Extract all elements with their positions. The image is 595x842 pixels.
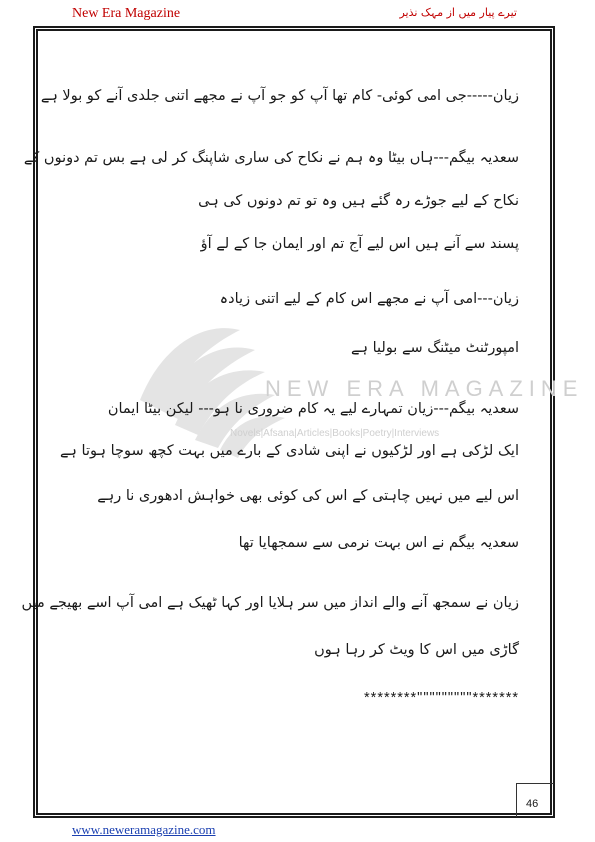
page-number: 46 [526,798,539,810]
text-line-10: سعدیہ بیگم نے اس بہت نرمی سے سمجھایا تھا [238,535,519,551]
watermark-title: NEW ERA MAGAZINE [265,376,584,401]
magazine-name: New Era Magazine [72,6,181,21]
text-line-5: زیان---امی آپ نے مجھے اس کام کے لیے اتنی زیادہ [219,291,519,307]
text-line-4: پسند سے آنے ہیں اس لیے آج تم اور ایمان جا کے لے آؤ [200,236,519,252]
text-line-11: زیان نے سمجھ آنے والے انداز میں سر ہلایا اور کہا ٹھیک ہے امی آپ اسے بھیجے میں [21,595,519,611]
text-line-7: سعدیہ بیگم---زیان تمہارے لیے یہ کام ضروری نا ہو--- لیکن بیٹا ایمان [107,401,519,417]
text-line-1: زیان-----جی امی کوئی- کام تھا آپ کو جو آپ نے مجھے اتنی جلدی آنے کو بولا ہے [40,88,519,104]
page-number-rule-vertical [516,783,517,817]
text-line-8: ایک لڑکی ہے اور لڑکیوں نے اپنی شادی کے بارے میں بہت کچھ سوچا ہوتا ہے [59,443,519,459]
text-line-2: سعدیہ بیگم---ہاں بیٹا وہ ہم نے نکاح کی ساری شاپنگ کر لی ہے بس تم دونوں کے [23,150,519,166]
website-link[interactable]: www.neweramagazine.com [72,822,216,837]
text-line-9: اس لیے میں نہیں چاہتی کے اس کی کوئی بھی خواہش ادھوری نا رہے [97,488,519,504]
text-line-3: نکاح کے لیے جوڑے رہ گئے ہیں وہ تو تم دونوں کی ہی [198,193,519,209]
text-line-6: امپورٹنٹ میٹنگ سے بولیا ہے [351,340,519,356]
story-title: تیرے پیار میں از مہک نذیر [399,6,517,19]
watermark-subtitle: Novels|Afsana|Articles|Books|Poetry|Interviews [230,428,440,439]
text-line-12: گاڑی میں اس کا ویٹ کر رہا ہوں [314,642,519,658]
page-number-rule [516,783,554,784]
separator-stars: ********"""""""""******* [364,690,519,706]
